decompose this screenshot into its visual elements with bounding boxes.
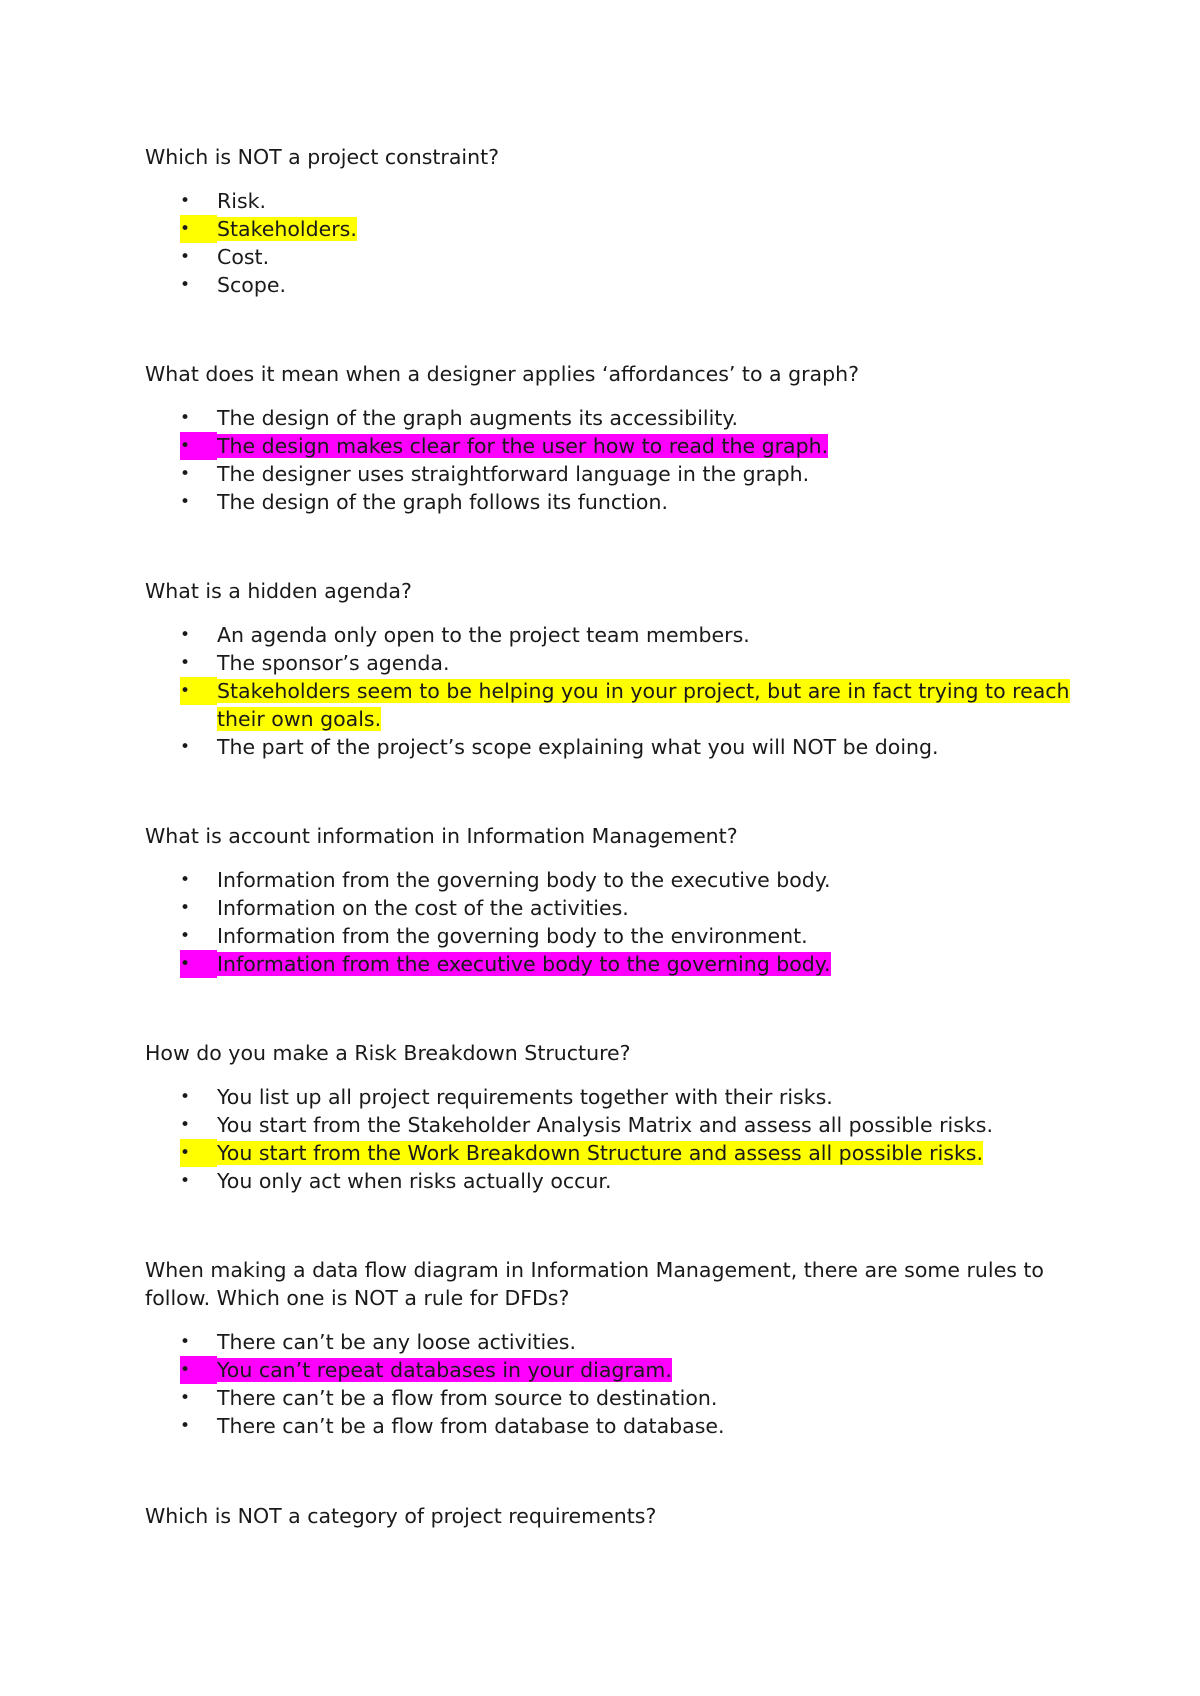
bullet: • bbox=[180, 898, 191, 918]
answer-text: You start from the Stakeholder Analysis Matrix and assess all possible risks. bbox=[217, 1113, 993, 1137]
bullet: • bbox=[180, 1332, 191, 1352]
answer-text: Risk. bbox=[217, 189, 267, 213]
answer-option bbox=[180, 1328, 1080, 1356]
answer-text: The sponsor’s agenda. bbox=[217, 651, 450, 675]
bullet: • bbox=[180, 653, 191, 673]
bullet: • bbox=[180, 191, 191, 211]
answer-text: There can’t be any loose activities. bbox=[217, 1330, 577, 1354]
bullet: • bbox=[180, 625, 191, 645]
answer-option bbox=[180, 1083, 1080, 1111]
answer-text: The design makes clear for the user how to read the graph. bbox=[217, 434, 829, 458]
answer-text: There can’t be a flow from database to database. bbox=[217, 1414, 725, 1438]
answer-list-3 bbox=[180, 621, 1080, 761]
bullet: • bbox=[180, 1087, 191, 1107]
answer-text: The design of the graph augments its accessibility. bbox=[217, 406, 739, 430]
answer-list-2 bbox=[180, 404, 1080, 516]
question-6: When making a data flow diagram in Information Management, there are some rules to follow. Which one is NOT a rule for DFDs? bbox=[145, 1258, 1044, 1310]
answer-option-highlighted bbox=[180, 1356, 1080, 1384]
bullet: • bbox=[180, 1388, 191, 1408]
answer-option bbox=[180, 1384, 1080, 1412]
answer-option-highlighted bbox=[180, 432, 1080, 460]
bullet: • bbox=[180, 950, 217, 978]
bullet: • bbox=[180, 215, 217, 243]
answer-option bbox=[180, 733, 1080, 761]
answer-text: The designer uses straightforward language in the graph. bbox=[217, 462, 810, 486]
answer-option-highlighted bbox=[180, 1139, 1080, 1167]
answer-text: There can’t be a flow from source to destination. bbox=[217, 1386, 718, 1410]
question-4: What is account information in Information Management? bbox=[145, 824, 738, 848]
bullet: • bbox=[180, 677, 217, 705]
question-1: Which is NOT a project constraint? bbox=[145, 145, 500, 169]
answer-text: Stakeholders. bbox=[217, 217, 357, 241]
answer-option-highlighted bbox=[180, 677, 1087, 733]
answer-option bbox=[180, 1111, 1080, 1139]
answer-option bbox=[180, 271, 1080, 299]
bullet: • bbox=[180, 1356, 217, 1384]
answer-text: You list up all project requirements together with their risks. bbox=[217, 1085, 833, 1109]
answer-list-6 bbox=[180, 1328, 1080, 1440]
bullet: • bbox=[180, 432, 217, 460]
answer-option-highlighted bbox=[180, 950, 1080, 978]
answer-text: Information on the cost of the activities. bbox=[217, 896, 629, 920]
bullet: • bbox=[180, 1171, 191, 1191]
question-5: How do you make a Risk Breakdown Structure? bbox=[145, 1041, 631, 1065]
bullet: • bbox=[180, 926, 191, 946]
answer-text: You can’t repeat databases in your diagram. bbox=[217, 1358, 672, 1382]
answer-option bbox=[180, 866, 1080, 894]
answer-option bbox=[180, 488, 1080, 516]
answer-list-5 bbox=[180, 1083, 1080, 1195]
answer-option bbox=[180, 243, 1080, 271]
answer-list-1 bbox=[180, 187, 1080, 299]
bullet: • bbox=[180, 247, 191, 267]
answer-text: The part of the project’s scope explaining what you will NOT be doing. bbox=[217, 735, 939, 759]
answer-option bbox=[180, 1412, 1080, 1440]
answer-text: Cost. bbox=[217, 245, 270, 269]
answer-list-4 bbox=[180, 866, 1080, 978]
answer-text: An agenda only open to the project team members. bbox=[217, 623, 750, 647]
answer-text: The design of the graph follows its function. bbox=[217, 490, 668, 514]
answer-text: Information from the governing body to the executive body. bbox=[217, 868, 831, 892]
answer-text: Information from the executive body to the governing body. bbox=[217, 952, 831, 976]
answer-text: Information from the governing body to the environment. bbox=[217, 924, 808, 948]
answer-option bbox=[180, 460, 1080, 488]
bullet: • bbox=[180, 737, 191, 757]
answer-option bbox=[180, 404, 1080, 432]
answer-text: Stakeholders seem to be helping you in your project, but are in fact trying to reach their own goals. bbox=[217, 679, 1070, 731]
answer-option-highlighted bbox=[180, 215, 1080, 243]
answer-text: You only act when risks actually occur. bbox=[217, 1169, 612, 1193]
bullet: • bbox=[180, 464, 191, 484]
answer-option bbox=[180, 922, 1080, 950]
bullet: • bbox=[180, 1416, 191, 1436]
bullet: • bbox=[180, 275, 191, 295]
question-3: What is a hidden agenda? bbox=[145, 579, 412, 603]
answer-option bbox=[180, 649, 1080, 677]
answer-option bbox=[180, 621, 1080, 649]
bullet: • bbox=[180, 1115, 191, 1135]
bullet: • bbox=[180, 1139, 217, 1167]
answer-option bbox=[180, 1167, 1080, 1195]
question-7: Which is NOT a category of project requirements? bbox=[145, 1504, 657, 1528]
answer-text: Scope. bbox=[217, 273, 286, 297]
question-2: What does it mean when a designer applies ‘affordances’ to a graph? bbox=[145, 362, 859, 386]
answer-option bbox=[180, 187, 1080, 215]
answer-option bbox=[180, 894, 1080, 922]
answer-text: You start from the Work Breakdown Structure and assess all possible risks. bbox=[217, 1141, 984, 1165]
bullet: • bbox=[180, 870, 191, 890]
bullet: • bbox=[180, 492, 191, 512]
bullet: • bbox=[180, 408, 191, 428]
